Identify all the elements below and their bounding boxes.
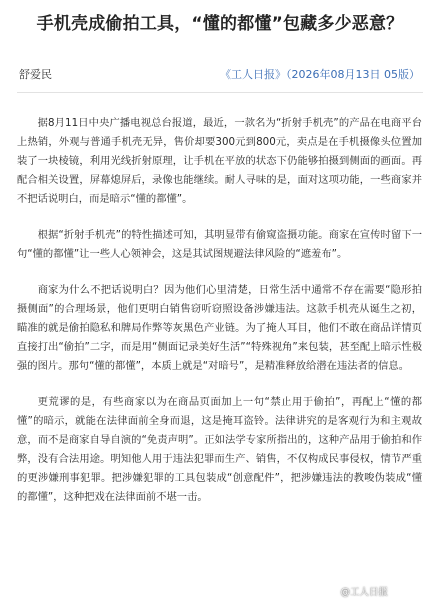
article-paragraph-3: 商家为什么不把话说明白？因为他们心里清楚，日常生活中通常不存在需要“隐形拍摄侧面”的合理场景，他们更明白销售窃听窃照设备涉嫌违法。这款手机壳从诞生之初，瞄准的就是偷拍隐私和牌局作弊等灰黑色产业链。为了掩人耳目，他们不敢在商品详情页直接打出“偷拍”二字，而是用“侧面记录美好生活”“特殊视角”来包装，甚至配上暗示性极强的图片。那句“懂的都懂”，本质上就是“对暗号”，是精准释放给潜在违法者的信息。 [17, 284, 422, 372]
weibo-watermark [325, 584, 388, 598]
watermark-text: @工人日报 [340, 587, 388, 598]
article-headline: 手机壳成偷拍工具，“懂的都懂”包藏多少恶意？ [36, 14, 404, 34]
weibo-eye-icon [325, 586, 337, 596]
article-body [17, 114, 423, 507]
byline-divider [17, 92, 423, 93]
article-source-link[interactable]: 《工人日报》（2026年08月13日 05版） [220, 68, 420, 81]
article-author: 舒爱民 [19, 68, 52, 81]
article-paragraph-2: 根据“折射手机壳”的特性描述可知，其明显带有偷窥盗摄功能。商家在宣传时留下一句“懂的都懂”让一些人心领神会，这是其试图规避法律风险的“遮羞布”。 [17, 229, 422, 260]
article-paragraph-4: 更荒谬的是，有些商家以为在商品页面加上一句“禁止用于偷拍”，再配上“懂的都懂”的暗示，就能在法律面前全身而退，这是掩耳盗铃。法律讲究的是客观行为和主观故意，而不是商家自导自演的“免责声明”。正如法学专家所指出的，这种产品用于偷拍和作弊，没有合法用途。明知他人用于违法犯罪而生产、销售，不仅构成民事侵权，情节严重的更涉嫌刑事犯罪。把涉嫌犯罪的工具包装成“创意配件”，把涉嫌违法的教唆伪装成“懂的都懂”，这种把戏在法律面前不堪一击。 [17, 396, 422, 503]
article-paragraph-1: 据8月11日中央广播电视总台报道，最近，一款名为“折射手机壳”的产品在电商平台上热销，外观与普通手机壳无异，售价却要300元到800元，卖点是在手机摄像头位置加装了一块棱镜，利用光线折射原理，让手机在平放的状态下仍能够拍摄到侧面的画面。再配合相关设置，屏幕熄屏后，录像也能继续。耐人寻味的是，面对这项功能，一些商家并不把话说明白，而是暗示“懂的都懂”。 [17, 117, 422, 205]
article-byline [17, 67, 423, 83]
